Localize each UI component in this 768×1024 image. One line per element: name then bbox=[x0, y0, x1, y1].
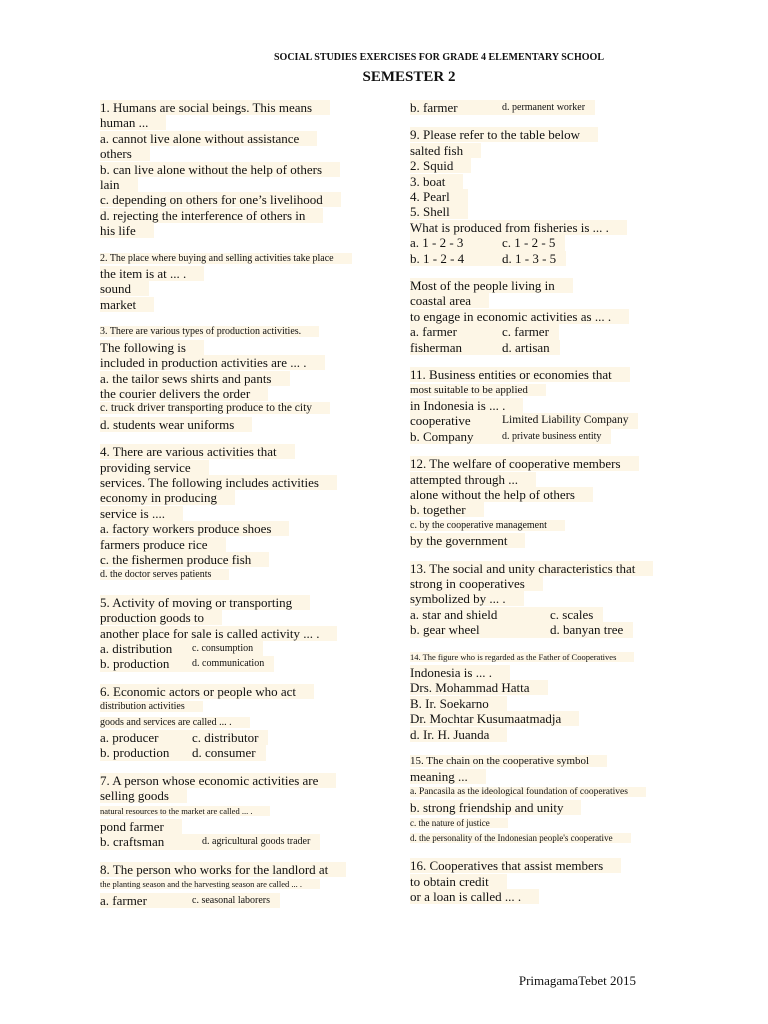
question-7-line: natural resources to the market are called ... . bbox=[100, 806, 270, 816]
question-12-line: attempted through ... bbox=[410, 472, 536, 487]
question-12-line: b. together bbox=[410, 502, 484, 517]
question-10-line: to engage in economic activities as ... . bbox=[410, 309, 629, 324]
question-14 bbox=[410, 650, 690, 742]
question-4-line: c. the fishermen produce fish bbox=[100, 552, 269, 567]
question-5-line: production goods to bbox=[100, 610, 222, 625]
option-a: a. farmer bbox=[410, 324, 502, 339]
question-7-line: pond farmer bbox=[100, 819, 182, 834]
question-8-continued bbox=[410, 100, 690, 115]
option-d: d. artisan bbox=[502, 340, 560, 355]
question-11-line: most suitable to be applied bbox=[410, 384, 546, 396]
option-b: b. production bbox=[100, 656, 192, 671]
option-b: b. craftsman bbox=[100, 834, 202, 849]
question-14-line: Dr. Mochtar Kusumaatmadja bbox=[410, 711, 579, 726]
question-4-line: farmers produce rice bbox=[100, 537, 226, 552]
question-3-line: a. the tailor sews shirts and pants bbox=[100, 371, 290, 386]
question-1-line: 1. Humans are social beings. This means bbox=[100, 100, 330, 115]
question-7-line: 7. A person whose economic activities are bbox=[100, 773, 336, 788]
question-12-line: alone without the help of others bbox=[410, 487, 593, 502]
question-1-line: c. depending on others for one’s livelihood bbox=[100, 192, 341, 207]
right-column bbox=[410, 100, 690, 917]
option-c: c. 1 - 2 - 5 bbox=[502, 235, 565, 250]
option-b: b. farmer bbox=[410, 100, 502, 115]
question-2-line: sound bbox=[100, 281, 149, 296]
question-3-line: c. truck driver transporting produce to the city bbox=[100, 402, 330, 414]
question-9-line: What is produced from fisheries is ... . bbox=[410, 220, 627, 235]
option-d: d. agricultural goods trader bbox=[202, 834, 320, 849]
question-4-line: service is .... bbox=[100, 506, 183, 521]
question-8-line: 8. The person who works for the landlord at bbox=[100, 862, 346, 877]
question-5 bbox=[100, 595, 370, 672]
question-1-line: lain bbox=[100, 177, 138, 192]
question-5-line: another place for sale is called activity ... . bbox=[100, 626, 337, 641]
question-14-line: B. Ir. Soekarno bbox=[410, 696, 507, 711]
option-d: d. permanent worker bbox=[502, 100, 595, 115]
question-4-line: d. the doctor serves patients bbox=[100, 569, 229, 580]
question-9-line: salted fish bbox=[410, 143, 481, 158]
option-a: a. 1 - 2 - 3 bbox=[410, 235, 502, 250]
question-6-line: 6. Economic actors or people who act bbox=[100, 684, 314, 699]
question-9-line: 3. boat bbox=[410, 174, 463, 189]
option-c: c. consumption bbox=[192, 641, 263, 656]
question-3 bbox=[100, 324, 370, 432]
question-4-line: 4. There are various activities that bbox=[100, 444, 295, 459]
option-a: a. farmer bbox=[100, 893, 192, 908]
question-12-line: c. by the cooperative management bbox=[410, 520, 565, 531]
option-d: d. communication bbox=[192, 656, 274, 671]
question-10-line: coastal area bbox=[410, 293, 489, 308]
question-16-line: to obtain credit bbox=[410, 874, 507, 889]
question-8 bbox=[100, 862, 370, 908]
left-column bbox=[100, 100, 370, 920]
question-13-line: symbolized by ... . bbox=[410, 591, 524, 606]
question-13-line: 13. The social and unity characteristics that bbox=[410, 561, 653, 576]
option-d: d. banyan tree bbox=[550, 622, 633, 637]
question-14-line: 14. The figure who is regarded as the Father of Cooperatives bbox=[410, 652, 634, 662]
question-2-line: 2. The place where buying and selling activities take place bbox=[100, 253, 352, 264]
option-a: cooperative bbox=[410, 413, 502, 428]
question-9-line: 4. Pearl bbox=[410, 189, 468, 204]
question-6-line: distribution activities bbox=[100, 701, 203, 712]
footer-credit: PrimagamaTebet 2015 bbox=[518, 973, 636, 988]
option-b: b. 1 - 2 - 4 bbox=[410, 251, 502, 266]
question-10-line: Most of the people living in bbox=[410, 278, 573, 293]
question-12 bbox=[410, 456, 690, 548]
question-14-line: Drs. Mohammad Hatta bbox=[410, 680, 548, 695]
question-1-line: a. cannot live alone without assistance bbox=[100, 131, 317, 146]
option-c: c. scales bbox=[550, 607, 603, 622]
question-1-line: b. can live alone without the help of others bbox=[100, 162, 340, 177]
worksheet-title: SOCIAL STUDIES EXERCISES FOR GRADE 4 ELEMENTARY SCHOOL bbox=[274, 52, 604, 63]
question-15-line: b. strong friendship and unity bbox=[410, 800, 581, 815]
question-16 bbox=[410, 858, 690, 904]
question-16-line: or a loan is called ... . bbox=[410, 889, 539, 904]
question-13-line: strong in cooperatives bbox=[410, 576, 543, 591]
question-9-line: 9. Please refer to the table below bbox=[410, 127, 598, 142]
question-8-line: the planting season and the harvesting season are called ... . bbox=[100, 879, 320, 889]
option-c: c. farmer bbox=[502, 324, 559, 339]
question-13 bbox=[410, 561, 690, 638]
question-14-line: d. Ir. H. Juanda bbox=[410, 727, 507, 742]
question-1-line: others bbox=[100, 146, 150, 161]
question-15-line: a. Pancasila as the ideological foundation of cooperatives bbox=[410, 787, 646, 797]
question-4-line: providing service bbox=[100, 460, 209, 475]
question-6-line: goods and services are called ... . bbox=[100, 717, 250, 728]
question-3-line: 3. There are various types of production activities. bbox=[100, 326, 319, 337]
option-d: d. private business entity bbox=[502, 429, 611, 444]
option-b: fisherman bbox=[410, 340, 502, 355]
question-4-line: services. The following includes activities bbox=[100, 475, 337, 490]
question-3-line: the courier delivers the order bbox=[100, 386, 268, 401]
option-c: Limited Liability Company bbox=[502, 413, 638, 428]
option-b: b. production bbox=[100, 745, 192, 760]
question-1-line: human ... bbox=[100, 115, 166, 130]
question-7-line: selling goods bbox=[100, 788, 187, 803]
option-a: a. distribution bbox=[100, 641, 192, 656]
question-15-line: c. the nature of justice bbox=[410, 818, 508, 828]
option-a: a. star and shield bbox=[410, 607, 550, 622]
question-1-line: his life bbox=[100, 223, 154, 238]
option-d: d. 1 - 3 - 5 bbox=[502, 251, 566, 266]
question-4-line: economy in producing bbox=[100, 490, 235, 505]
question-4-line: a. factory workers produce shoes bbox=[100, 521, 289, 536]
option-c: c. seasonal laborers bbox=[192, 893, 280, 908]
question-4 bbox=[100, 444, 370, 583]
question-15-line: 15. The chain on the cooperative symbol bbox=[410, 755, 607, 767]
question-11-line: 11. Business entities or economies that bbox=[410, 367, 630, 382]
question-2-line: the item is at ... . bbox=[100, 266, 204, 281]
question-15-line: d. the personality of the Indonesian people's cooperative bbox=[410, 833, 631, 843]
question-1 bbox=[100, 100, 370, 239]
question-3-line: included in production activities are ... . bbox=[100, 355, 325, 370]
option-c: c. distributor bbox=[192, 730, 268, 745]
option-d: d. consumer bbox=[192, 745, 266, 760]
question-11 bbox=[410, 367, 690, 444]
question-3-line: d. students wear uniforms bbox=[100, 417, 252, 432]
question-14-line: Indonesia is ... . bbox=[410, 665, 510, 680]
question-9-line: 5. Shell bbox=[410, 204, 468, 219]
question-12-line: by the government bbox=[410, 533, 525, 548]
question-2-line: market bbox=[100, 297, 154, 312]
question-15 bbox=[410, 754, 690, 846]
question-9-line: 2. Squid bbox=[410, 158, 471, 173]
question-12-line: 12. The welfare of cooperative members bbox=[410, 456, 639, 471]
question-9 bbox=[410, 127, 690, 266]
question-10 bbox=[410, 278, 690, 355]
question-1-line: d. rejecting the interference of others in bbox=[100, 208, 323, 223]
question-16-line: 16. Cooperatives that assist members bbox=[410, 858, 621, 873]
question-5-line: 5. Activity of moving or transporting bbox=[100, 595, 310, 610]
option-b: b. gear wheel bbox=[410, 622, 550, 637]
question-11-line: in Indonesia is ... . bbox=[410, 398, 523, 413]
question-2 bbox=[100, 251, 370, 313]
question-7 bbox=[100, 773, 370, 850]
question-6 bbox=[100, 684, 370, 761]
question-3-line: The following is bbox=[100, 340, 204, 355]
semester-heading: SEMESTER 2 bbox=[362, 69, 456, 85]
question-15-line: meaning ... bbox=[410, 769, 486, 784]
option-a: a. producer bbox=[100, 730, 192, 745]
option-b: b. Company bbox=[410, 429, 502, 444]
